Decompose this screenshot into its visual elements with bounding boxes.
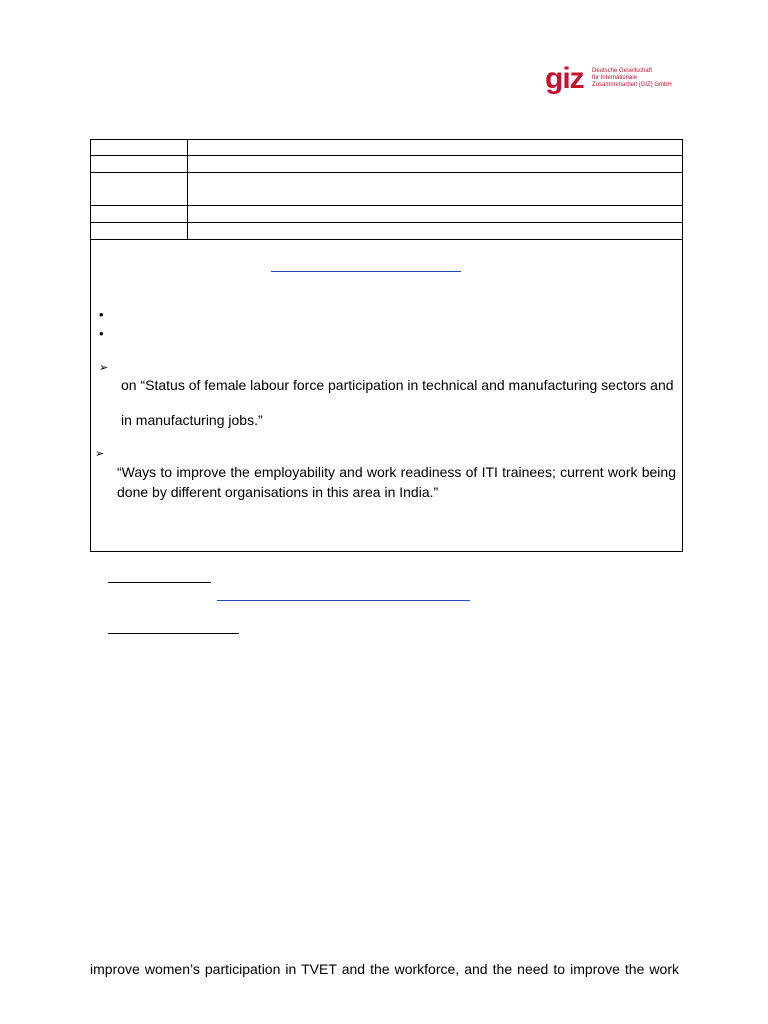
logo-text-line: Zusammenarbeit (GIZ) GmbH: [592, 82, 672, 88]
content-box: [90, 240, 683, 552]
table-row: [91, 140, 683, 156]
giz-logo-text: [592, 68, 672, 89]
table-cell: [188, 223, 683, 240]
underline-rule: [108, 633, 239, 634]
paragraph-line: done by different organisations in this area in India.”: [117, 484, 439, 500]
table-cell: [91, 223, 188, 240]
arrow-bullet-icon: ➢: [99, 362, 109, 374]
logo-text-line: Deutsche Gesellschaft: [592, 68, 653, 74]
table-cell: [91, 140, 188, 156]
table-row: [91, 223, 683, 240]
table-cell: [188, 206, 683, 223]
paragraph-line: on “Status of female labour force participation in technical and manufacturing sectors and: [121, 377, 674, 393]
underline-rule: [108, 582, 211, 583]
info-table: [90, 139, 683, 240]
table-cell: [91, 173, 188, 206]
arrow-bullet-icon: ➢: [95, 448, 105, 460]
hyperlink-underline[interactable]: [217, 600, 470, 601]
bullet-icon: •: [99, 307, 104, 322]
bullet-icon: •: [99, 326, 104, 341]
table-cell: [91, 156, 188, 173]
giz-logo-mark: giz: [545, 62, 584, 95]
paragraph-line: “Ways to improve the employability and work readiness of ITI trainees; current work being: [117, 464, 676, 480]
table-row: [91, 173, 683, 206]
body-text-line: improve women’s participation in TVET and the workforce, and the need to improve the work: [90, 961, 679, 977]
paragraph-line: in manufacturing jobs.”: [121, 412, 263, 428]
table-cell: [91, 206, 188, 223]
giz-logo: [545, 64, 675, 98]
table-cell: [188, 173, 683, 206]
table-cell: [188, 156, 683, 173]
table-row: [91, 206, 683, 223]
hyperlink-underline[interactable]: [271, 271, 461, 272]
table-cell: [188, 140, 683, 156]
table-row: [91, 156, 683, 173]
logo-text-line: für Internationale: [592, 75, 638, 81]
